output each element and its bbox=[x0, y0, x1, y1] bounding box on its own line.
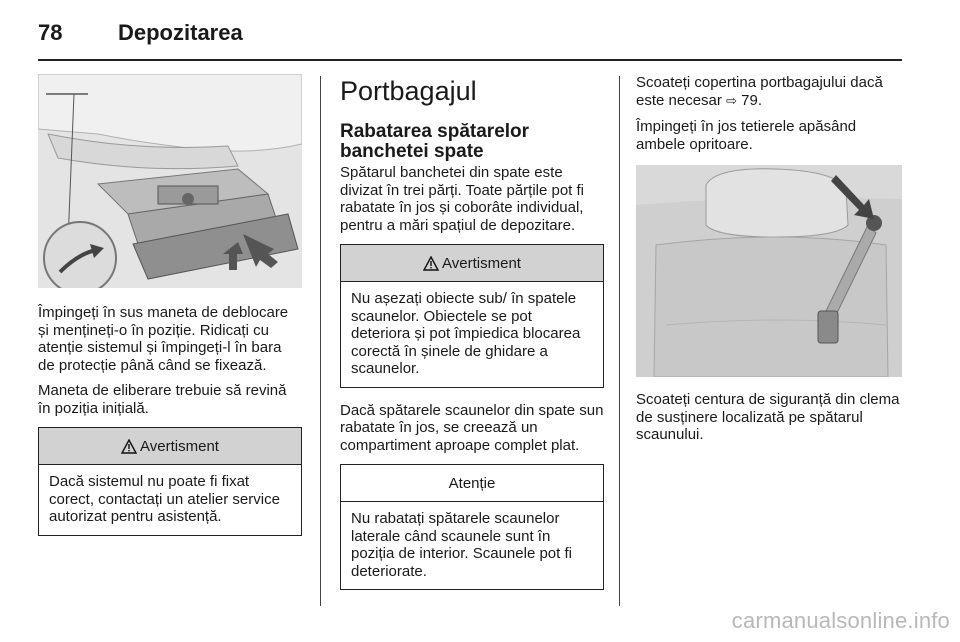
section-title: Depozitarea bbox=[118, 20, 243, 45]
column-right bbox=[636, 74, 902, 452]
caution-header bbox=[341, 465, 603, 502]
page-number: 78 bbox=[38, 20, 63, 45]
headrest-paragraph: Împingeți în jos tetierele apăsând ambele opritoare. bbox=[636, 118, 857, 153]
seatbelt-paragraph: Scoateți centura de siguranță din clema de susținere localizată pe spătarul scaunului. bbox=[636, 391, 900, 443]
note-paragraph: Maneta de eliberare trebuie să revină în poziția inițială. bbox=[38, 382, 287, 417]
warning-box bbox=[38, 427, 302, 536]
warning-triangle-icon bbox=[423, 256, 439, 271]
page-reference[interactable]: 79. bbox=[741, 91, 762, 109]
caution-box bbox=[340, 464, 604, 590]
column-left bbox=[38, 74, 302, 550]
warning-text: Nu așezați obiecte sub/ în spatele scaunelor. Obiectele se pot deteriora și pot împiedica blocarea corectă în șinele de ghidare a scaunelor. bbox=[351, 290, 581, 377]
column-divider bbox=[320, 76, 321, 606]
column-divider bbox=[619, 76, 620, 606]
page-header bbox=[38, 14, 902, 60]
page-reference-arrow-icon: ⇨ bbox=[726, 93, 737, 109]
column-middle bbox=[340, 74, 604, 604]
warning-box bbox=[340, 244, 604, 388]
warning-text: Dacă sistemul nu poate fi fixat corect, contactați un atelier service autorizat pentru asistență. bbox=[49, 473, 280, 525]
towbar-drawing bbox=[38, 74, 302, 288]
instruction-paragraph: Împingeți în sus maneta de deblocare și mențineți-o în poziție. Ridicați cu atenție sistemul și împingeți-l în bara de protecție până când se fixează. bbox=[38, 304, 289, 374]
header-divider bbox=[38, 59, 902, 61]
intro-paragraph: Spătarul banchetei din spate este divizat în trei părți. Toate părțile pot fi rabatate în jos și coborâte individual, pentru a mări spațiul de depozitare. bbox=[340, 164, 585, 234]
warning-header bbox=[341, 245, 603, 282]
footer-watermark: carmanualsonline.info bbox=[731, 608, 950, 633]
warning-header bbox=[39, 428, 301, 465]
caution-title: Atenție bbox=[448, 474, 496, 492]
subsection-title: Rabatarea spătarelor banchetei spate bbox=[340, 121, 530, 162]
warning-triangle-icon bbox=[121, 439, 137, 454]
warning-title: Avertisment bbox=[442, 254, 521, 272]
chapter-title: Portbagajul bbox=[340, 76, 477, 106]
warning-title: Avertisment bbox=[140, 437, 219, 455]
info-paragraph: Dacă spătarele scaunelor din spate sun rabatate în jos, se creează un compartiment aproape complet plat. bbox=[340, 401, 604, 454]
cover-paragraph bbox=[636, 74, 902, 110]
caution-text: Nu rabatați spătarele scaunelor laterale când scaunele sunt în poziția de interior. Scaunele pot fi deteriorate. bbox=[351, 510, 572, 580]
seat-drawing bbox=[636, 165, 902, 377]
cover-text: Scoateți copertina portbagajului dacă este necesar bbox=[636, 74, 883, 109]
towbar-illustration bbox=[38, 74, 302, 288]
seat-illustration bbox=[636, 165, 902, 377]
